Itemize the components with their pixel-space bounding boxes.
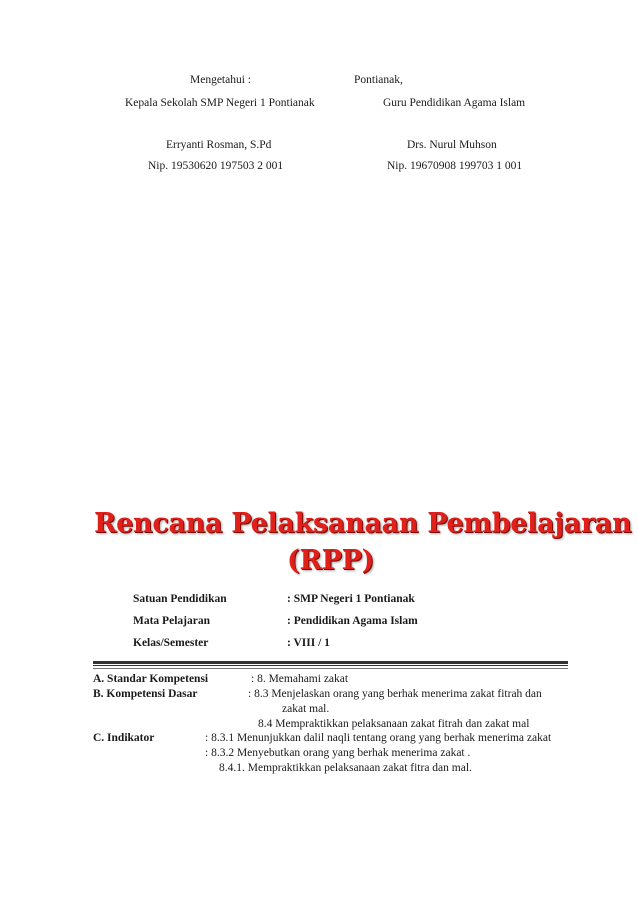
- indikator-label: C. Indikator: [93, 732, 155, 744]
- kompetensi-dasar-label: B. Kompetensi Dasar: [93, 688, 198, 700]
- divider-rule-thin: [93, 665, 568, 666]
- kompetensi-dasar-value-3: 8.4 Mempraktikkan pelaksanaan zakat fitrah dan zakat mal: [258, 718, 530, 730]
- left-sign-label: Mengetahui :: [190, 74, 251, 86]
- right-sign-label: Pontianak,: [354, 74, 403, 86]
- right-sign-name: Drs. Nurul Muhson: [407, 139, 497, 151]
- right-sign-role: Guru Pendidikan Agama Islam: [383, 97, 526, 109]
- info-label-mapel: Mata Pelajaran: [133, 615, 210, 627]
- divider-rule-faint: [93, 668, 568, 669]
- standar-kompetensi-value: : 8. Memahami zakat: [251, 673, 349, 685]
- info-value-satuan: : SMP Negeri 1 Pontianak: [287, 593, 415, 605]
- standar-kompetensi-label: A. Standar Kompetensi: [93, 673, 209, 685]
- kompetensi-dasar-value-2: zakat mal.: [282, 703, 330, 715]
- document-title: Rencana Pelaksanaan Pembelajaran: [94, 508, 632, 539]
- divider-rule: [93, 661, 568, 664]
- left-sign-name: Erryanti Rosman, S.Pd: [166, 139, 272, 151]
- left-sign-nip: Nip. 19530620 197503 2 001: [148, 160, 284, 172]
- document-title-abbrev: (RPP): [287, 545, 375, 576]
- left-sign-role: Kepala Sekolah SMP Negeri 1 Pontianak: [125, 97, 315, 109]
- info-value-kelas: : VIII / 1: [287, 637, 330, 649]
- indikator-item-3: 8.4.1. Mempraktikkan pelaksanaan zakat fitra dan mal.: [219, 762, 472, 774]
- right-sign-nip: Nip. 19670908 199703 1 001: [387, 160, 523, 172]
- info-value-mapel: : Pendidikan Agama Islam: [287, 615, 418, 627]
- kompetensi-dasar-value-1: : 8.3 Menjelaskan orang yang berhak menerima zakat fitrah dan: [248, 688, 542, 700]
- indikator-item-2: : 8.3.2 Menyebutkan orang yang berhak menerima zakat .: [205, 747, 471, 759]
- indikator-item-1: : 8.3.1 Menunjukkan dalil naqli tentang orang yang berhak menerima zakat: [205, 732, 552, 744]
- info-label-satuan: Satuan Pendidikan: [133, 593, 227, 605]
- info-label-kelas: Kelas/Semester: [133, 637, 209, 649]
